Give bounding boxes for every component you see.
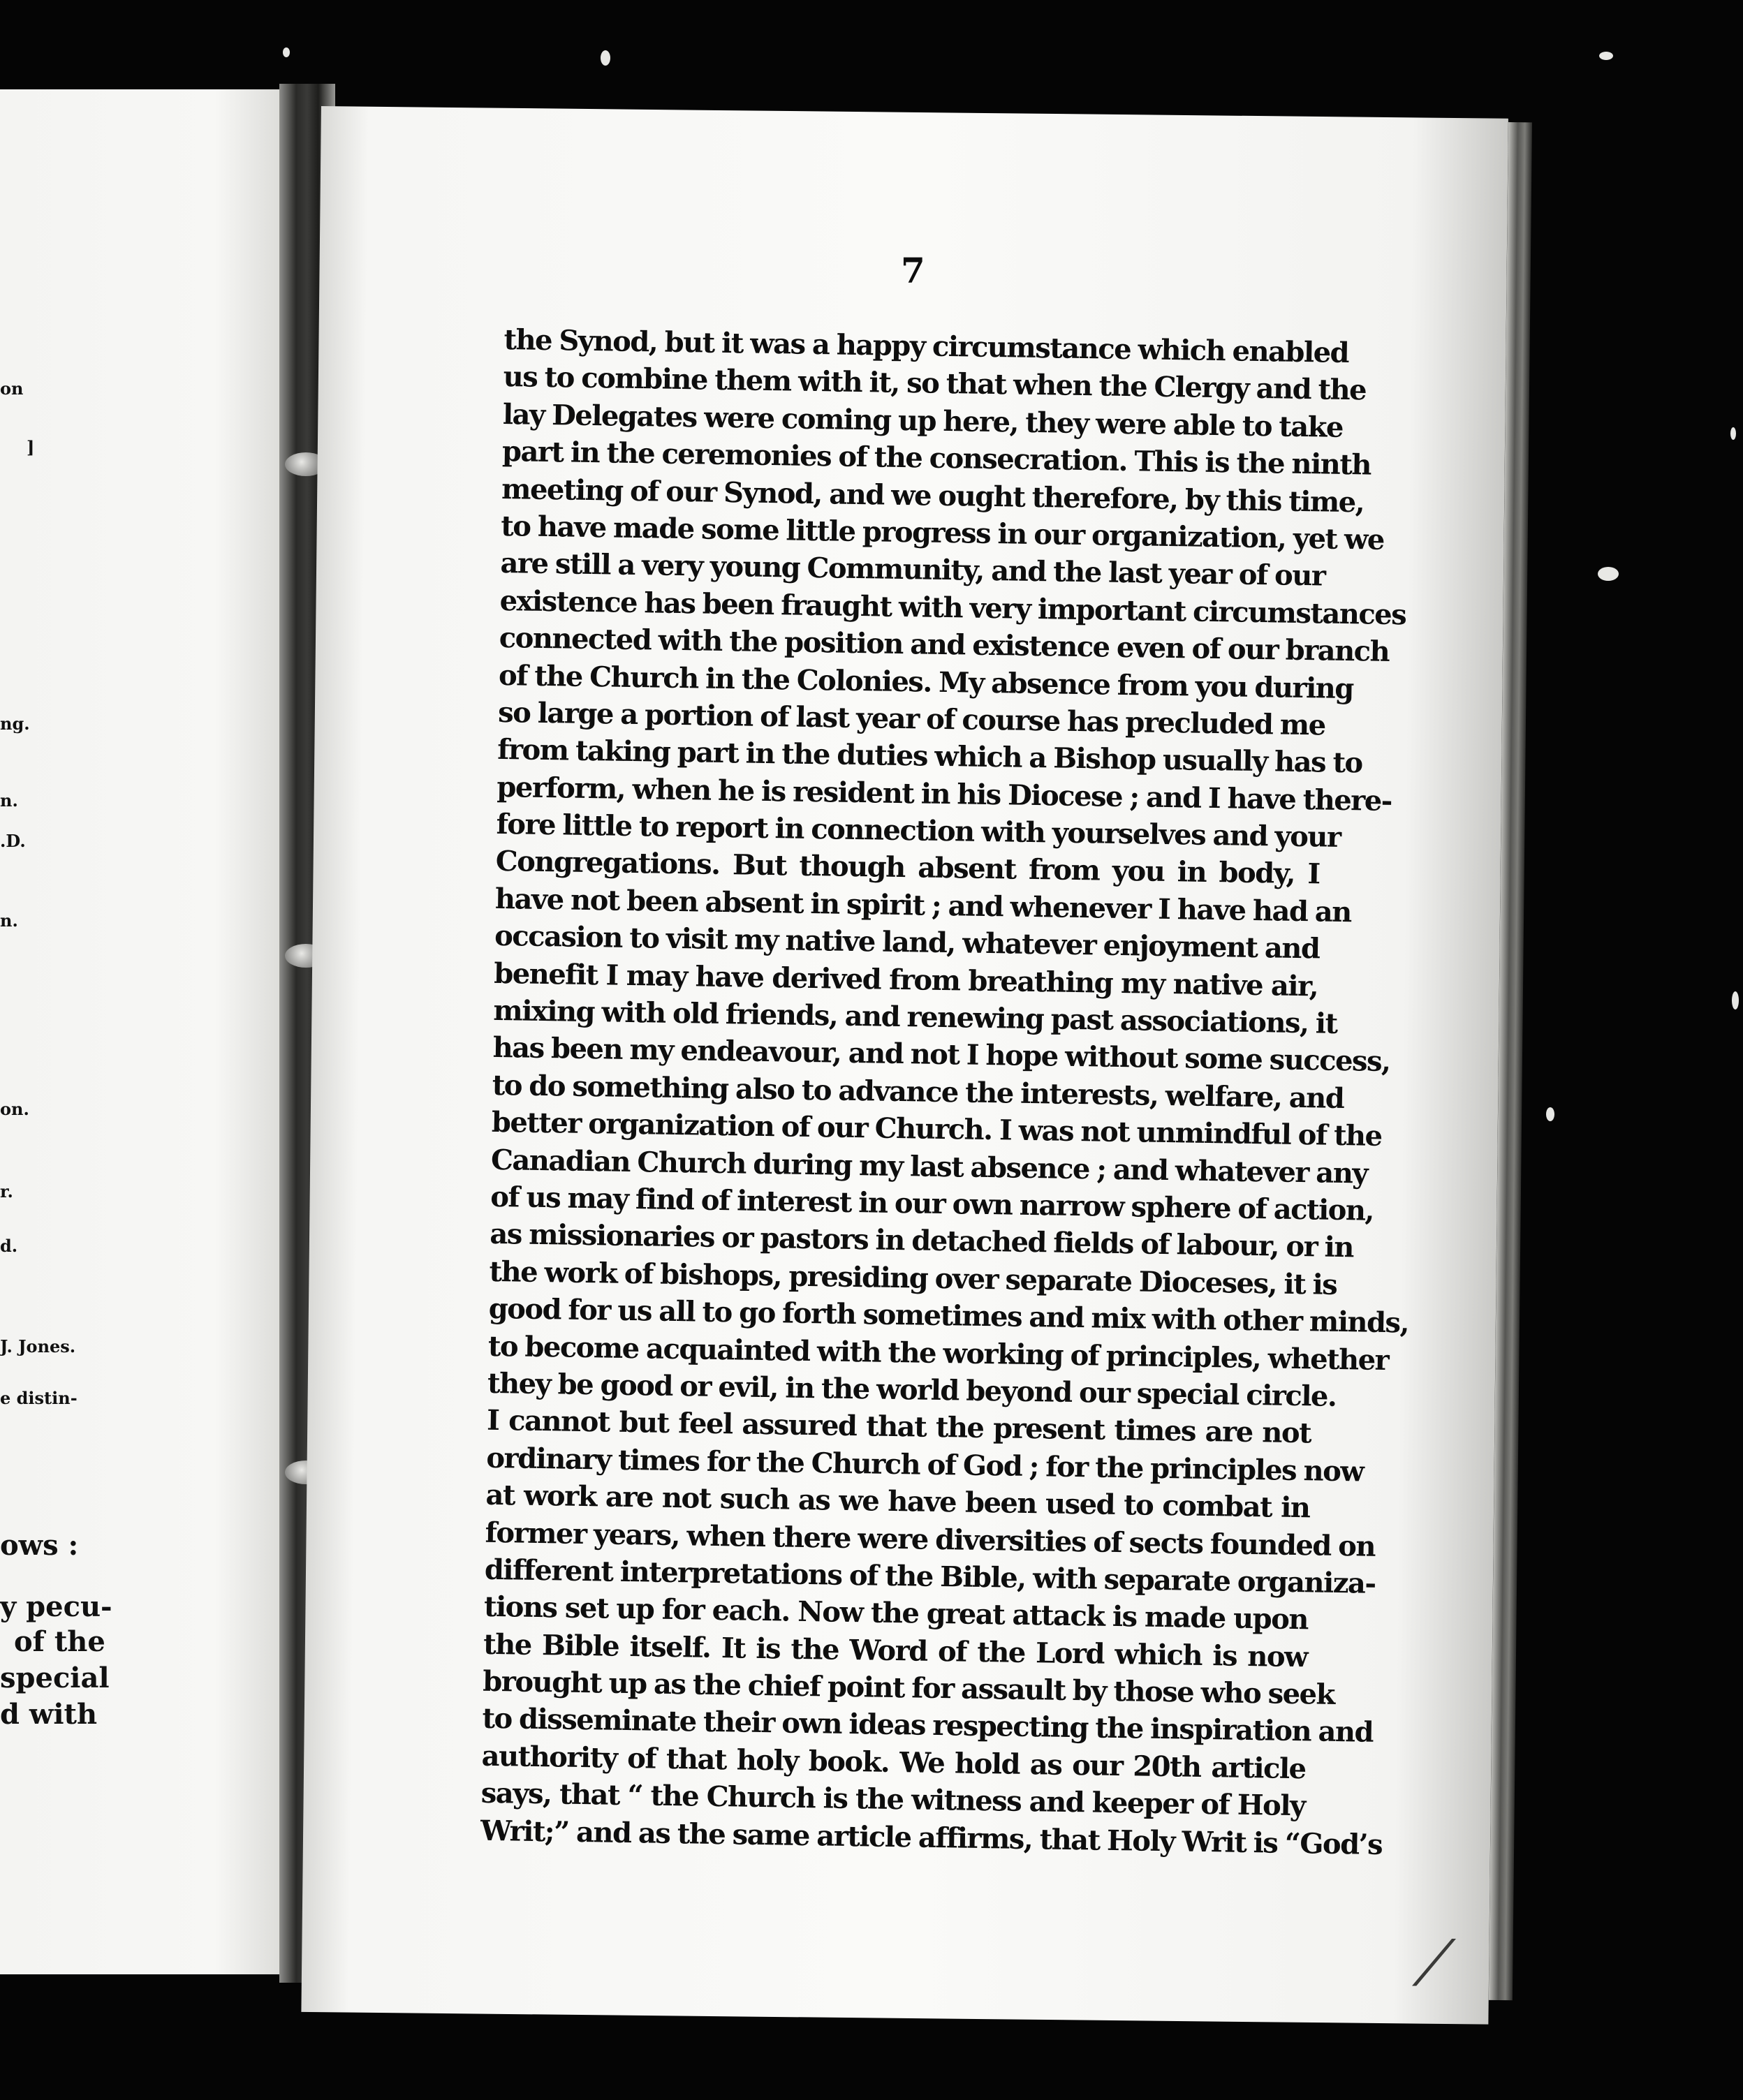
text-line: fore little to report in connection with yourselves and your [496,807,1341,854]
left-page-fragment: n. [0,790,18,811]
text-line: of the Church in the Colonies. My absence from you during [498,658,1354,705]
text-line: part in the ceremonies of the consecration. This is the ninth [501,435,1371,482]
dust-speck [1598,567,1619,581]
text-line: so large a portion of last year of course has precluded me [497,695,1326,742]
text-line: meeting of our Synod, and we ought therefore, by this time, [501,472,1365,519]
dust-speck [1599,52,1613,60]
text-line: different interpretations of the Bible, with separate organiza- [484,1553,1376,1600]
text-line: Writ;” and as the same article affirms, that Holy Writ is “God’s [480,1814,1383,1861]
text-line: former years, when there were diversities of sects founded on [485,1516,1376,1563]
left-page-fragment: of the [14,1625,105,1658]
left-page-fragment: .D. [0,831,26,851]
text-line: to have made some little progress in our organization, yet we [501,509,1385,556]
left-page-fragment: ] [27,437,35,457]
text-line: they be good or evil, in the world beyond our special circle. [487,1366,1337,1413]
text-line: the work of bishops, presiding over separate Dioceses, it is [489,1255,1337,1301]
text-line: has been my endeavour, and not I hope without some success, [492,1031,1390,1079]
text-line: benefit I may have derived from breathing my native air, [493,956,1318,1003]
dust-speck [1546,1107,1554,1121]
text-line: mixing with old friends, and renewing past associations, it [493,993,1337,1040]
dust-speck [283,47,290,57]
text-line: authority of that holy book. We hold as our 20th article [481,1739,1306,1786]
left-page-fragment: special [0,1662,110,1694]
left-page-fragment: ng. [0,713,30,734]
text-line: says, that “ the Church is the witness and keeper of Holy [480,1776,1306,1823]
left-page-fragment: d with [0,1698,98,1731]
text-line: Congregations. But though absent from you in body, I [495,845,1321,891]
left-page-fragment: d. [0,1236,18,1256]
left-page-fragment: y pecu- [0,1590,112,1623]
left-page-fragment: r. [0,1181,13,1201]
dust-speck [1732,991,1739,1010]
text-line: existence has been fraught with very important circumstances [499,584,1406,632]
left-page-fragment: n. [0,910,18,931]
text-line: perform, when he is resident in his Diocese ; and I have there- [497,770,1392,818]
left-page-fragment: J. Jones. [0,1336,76,1356]
left-page-fragment: e distin- [0,1388,78,1408]
page-number: 7 [901,250,925,291]
text-line: connected with the position and existence even of our branch [499,621,1390,669]
text-line: have not been absent in spirit ; and whenever I have had an [494,882,1352,929]
text-line: the Bible itself. It is the Word of the Lord which is now [483,1627,1308,1673]
text-line: from taking part in the duties which a Bishop usually has to [497,733,1363,780]
text-line: are still a very young Community, and the last year of our [500,547,1325,593]
text-line: better organization of our Church. I was not unmindful of the [491,1106,1382,1153]
text-line: to do something also to advance the interests, welfare, and [492,1068,1344,1115]
text-line: as missionaries or pastors in detached fields of labour, or in [490,1218,1354,1264]
text-line: us to combine them with it, so that when the Clergy and the [503,360,1367,407]
text-line: Canadian Church during my last absence ; and whatever any [490,1143,1368,1190]
text-line: good for us all to go forth sometimes and mix with other minds, [488,1292,1409,1340]
dust-speck [601,50,610,66]
text-line: ordinary times for the Church of God ; for the principles now [486,1441,1364,1488]
page-corner-fold: ⟋ [1412,1927,1456,2000]
text-line: brought up as the chief point for assault by those who seek [483,1664,1335,1711]
text-line: I cannot but feel assured that the present times are not [486,1404,1311,1450]
left-page-fragment: on [0,378,24,399]
text-line: the Synod, but it was a happy circumstance which enabled [503,323,1349,369]
left-facing-page [0,89,307,1974]
text-line: lay Delegates were coming up here, they were able to take [502,397,1344,444]
body-text [480,321,1409,1862]
text-line: at work are not such as we have been used to combat in [485,1478,1310,1525]
text-line: occasion to visit my native land, whatever enjoyment and [494,919,1320,966]
text-line: to become acquainted with the working of principles, whether [487,1329,1389,1377]
left-page-fragment: ows : [0,1529,79,1562]
text-line: to disseminate their own ideas respecting the inspiration and [482,1702,1374,1750]
left-page-fragment: on. [0,1099,29,1119]
text-line: tions set up for each. Now the great attack is made upon [483,1590,1309,1636]
dust-speck [1730,427,1736,440]
text-line: of us may find of interest in our own narrow sphere of action, [490,1180,1374,1227]
